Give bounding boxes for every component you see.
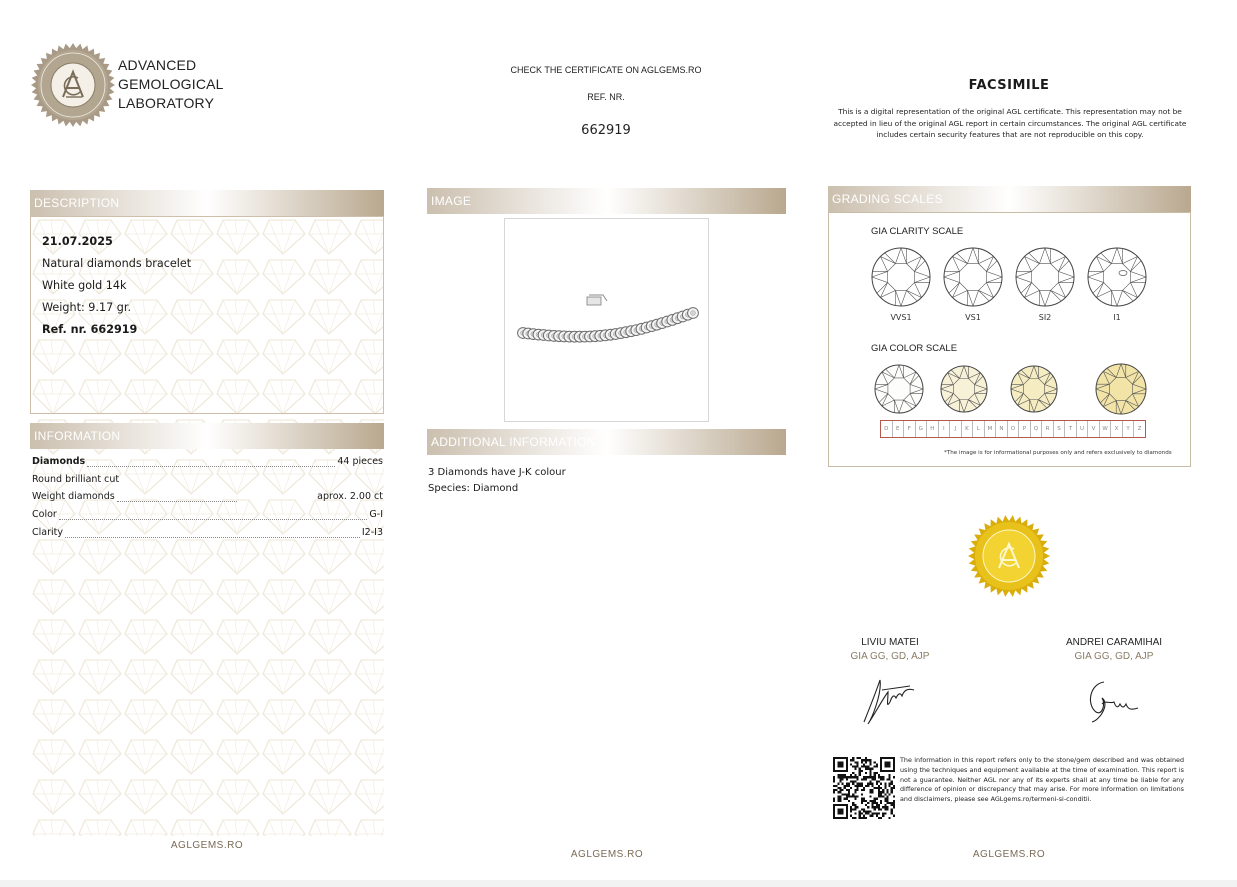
clarity-grade-1: VS1 bbox=[965, 313, 981, 322]
color-letter: V bbox=[1088, 421, 1100, 437]
color-letter: I bbox=[939, 421, 951, 437]
description-weight: Weight: 9.17 gr. bbox=[42, 301, 131, 314]
color-letter: S bbox=[1054, 421, 1066, 437]
color-letter: D bbox=[881, 421, 893, 437]
lab-name-line-2: GEMOLOGICAL bbox=[118, 76, 224, 92]
info-label-color: Color bbox=[32, 509, 57, 520]
color-letter: Y bbox=[1123, 421, 1135, 437]
color-letter: J bbox=[950, 421, 962, 437]
lab-seal-logo bbox=[30, 42, 116, 128]
info-row-diamonds bbox=[32, 454, 383, 472]
color-letter: L bbox=[973, 421, 985, 437]
signer-left-title: GIA GG, GD, AJP bbox=[850, 651, 930, 662]
information-header-bar: INFORMATION bbox=[30, 423, 384, 449]
color-letter: G bbox=[916, 421, 928, 437]
signer-right-title: GIA GG, GD, AJP bbox=[1074, 651, 1154, 662]
signer-left-name: LIVIU MATEI bbox=[861, 637, 919, 648]
product-image-frame bbox=[504, 218, 709, 422]
color-letter: Q bbox=[1031, 421, 1043, 437]
description-item: Natural diamonds bracelet bbox=[42, 257, 192, 270]
signature-right bbox=[1080, 674, 1144, 728]
grading-scales-header-bar: GRADING SCALES bbox=[828, 186, 1191, 212]
facsimile-text: This is a digital representation of the original AGL certificate. This representation may not be accepted in lieu of the original AGL report in certain circumstances. The original AGL certificate includes certain security features that are not reproducible on this copy. bbox=[833, 107, 1187, 139]
lab-name-line-1: ADVANCED bbox=[118, 57, 197, 73]
info-label-weight: Weight diamonds bbox=[32, 491, 115, 502]
info-label-diamonds: Diamonds bbox=[32, 456, 86, 467]
clarity-grade-3: I1 bbox=[1113, 313, 1121, 322]
color-scale-title: GIA COLOR SCALE bbox=[871, 343, 958, 354]
color-letter: Z bbox=[1137, 426, 1142, 432]
verification-qr-code[interactable] bbox=[833, 757, 895, 819]
color-letter-scale bbox=[880, 420, 1146, 438]
info-value-color: G-I bbox=[369, 509, 383, 520]
info-cut: Round brilliant cut bbox=[32, 474, 120, 485]
color-letter: R bbox=[1042, 421, 1054, 437]
color-letter: P bbox=[1019, 421, 1031, 437]
ref-number: 662919 bbox=[581, 123, 631, 138]
color-letter: X bbox=[1111, 421, 1123, 437]
additional-line-2: Species: Diamond bbox=[428, 483, 519, 494]
footer-site-center: AGLGEMS.RO bbox=[570, 849, 644, 860]
ref-label: REF. NR. bbox=[587, 92, 625, 102]
info-value-weight: aprox. 2.00 ct bbox=[317, 491, 383, 502]
description-ref: Ref. nr. 662919 bbox=[42, 323, 138, 336]
description-header-bar: DESCRIPTION bbox=[30, 190, 384, 216]
color-letter: H bbox=[927, 421, 939, 437]
disclaimer-text: The information in this report refers only to the stone/gem described and was obtained using the techniques and equipment available at the time of examination. This report is not a guarantee. Neither AGL nor any of its experts shall at any time be liable for any difference of opinion or discrepancy that may arise. For more information on limitations and disclaimers, please see AGLgems.ro/termeni-si-conditii. bbox=[900, 756, 1184, 804]
description-metal: White gold 14k bbox=[42, 279, 127, 292]
color-letter: W bbox=[1100, 421, 1112, 437]
image-header-bar: IMAGE bbox=[427, 188, 786, 214]
info-row-clarity bbox=[32, 525, 383, 543]
info-label-clarity: Clarity bbox=[32, 527, 63, 538]
color-diamonds-diagram bbox=[866, 362, 1176, 418]
facsimile-title: FACSIMILE bbox=[968, 78, 1050, 93]
lab-name-line-3: LABORATORY bbox=[118, 95, 215, 111]
clarity-grade-0: VVS1 bbox=[890, 313, 912, 322]
signer-right-name: ANDREI CARAMIHAI bbox=[1065, 637, 1163, 648]
grading-note: *The image is for informational purposes only and refers exclusively to diamonds bbox=[944, 450, 1172, 456]
description-date: 21.07.2025 bbox=[42, 235, 113, 248]
color-letter: T bbox=[1065, 421, 1077, 437]
color-letter: U bbox=[1077, 421, 1089, 437]
clarity-scale-title: GIA CLARITY SCALE bbox=[871, 226, 964, 237]
footer-site-right: AGLGEMS.RO bbox=[972, 849, 1046, 860]
check-certificate-text: CHECK THE CERTIFICATE ON AGLGEMS.RO bbox=[510, 65, 702, 75]
info-row-weight bbox=[32, 489, 383, 507]
bracelet-image bbox=[505, 219, 710, 423]
color-letter: N bbox=[996, 421, 1008, 437]
clarity-grade-2: SI2 bbox=[1038, 313, 1052, 322]
additional-line-1: 3 Diamonds have J-K colour bbox=[428, 467, 566, 478]
color-letter: K bbox=[962, 421, 974, 437]
color-letter: O bbox=[1008, 421, 1020, 437]
additional-info-header-bar: ADDITIONAL INFORMATION bbox=[427, 429, 786, 455]
color-letter: M bbox=[985, 421, 997, 437]
footer-site-left: AGLGEMS.RO bbox=[170, 840, 244, 851]
info-row-color bbox=[32, 507, 383, 525]
info-value-clarity: I2-I3 bbox=[361, 527, 383, 538]
color-letter: E bbox=[893, 421, 905, 437]
color-letter: F bbox=[904, 421, 916, 437]
clarity-diamonds-diagram bbox=[866, 245, 1176, 309]
signature-left bbox=[858, 672, 924, 730]
info-value-diamonds: 44 pieces bbox=[337, 456, 383, 467]
gold-seal bbox=[967, 514, 1051, 598]
